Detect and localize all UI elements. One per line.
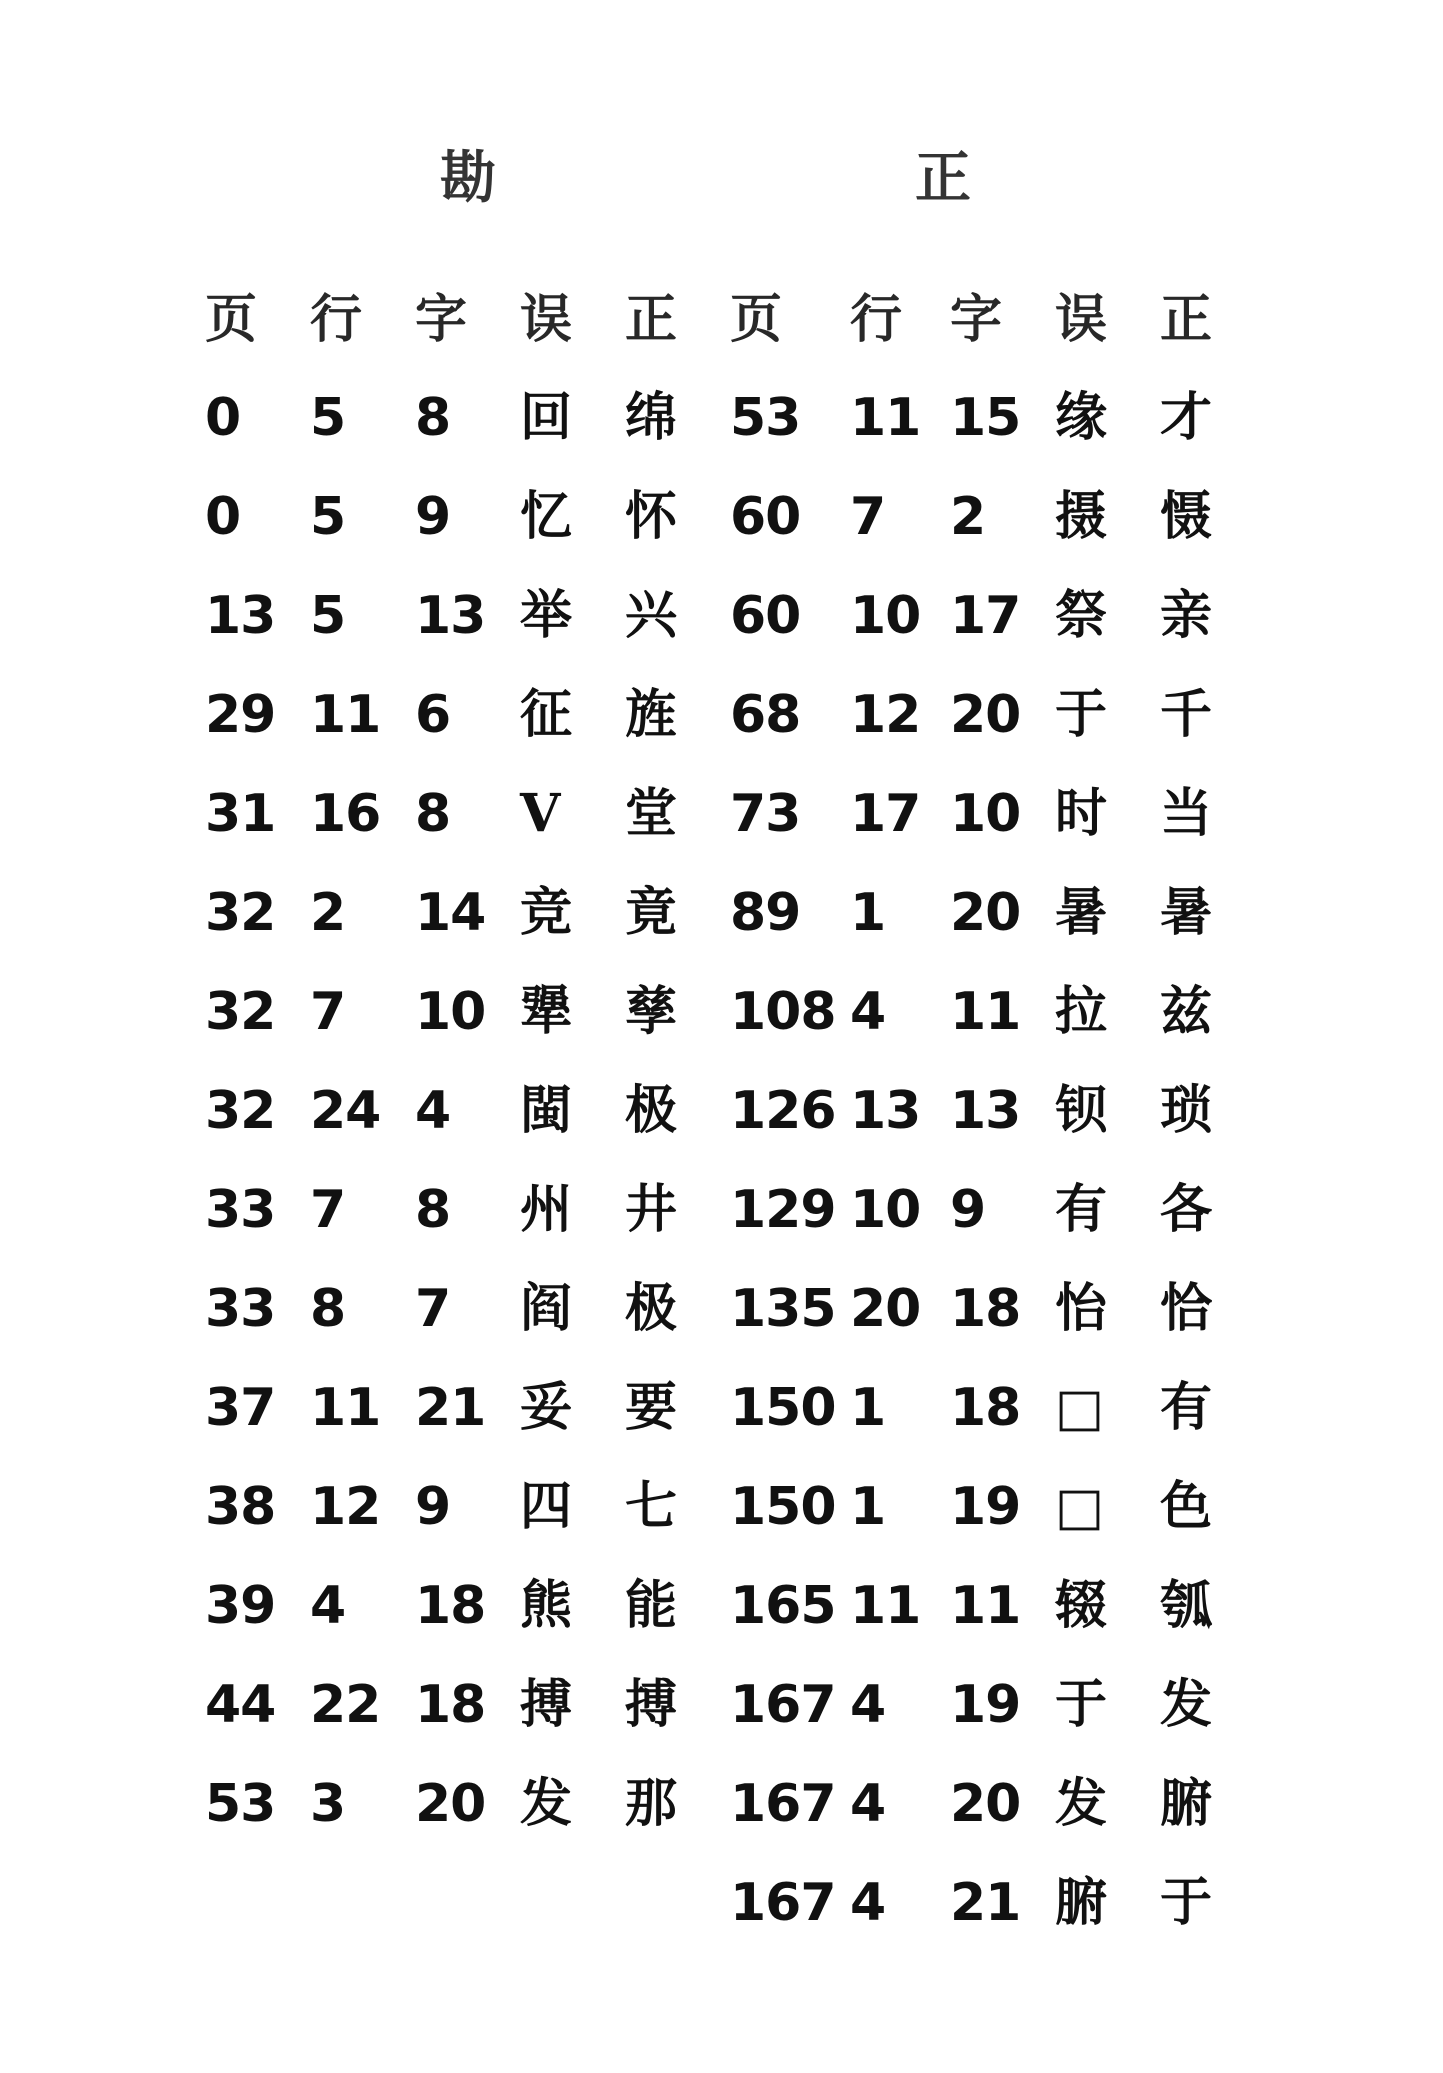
cell-page: 29: [205, 684, 276, 745]
cell-line: 1: [850, 1476, 886, 1537]
table-row: [205, 665, 730, 764]
table-row: [730, 1160, 1265, 1259]
table-row: [205, 1556, 730, 1655]
cell-correct: 堂: [625, 782, 678, 844]
cell-char: 13: [415, 585, 486, 646]
cell-correct: 暑: [1160, 881, 1213, 943]
cell-wrong: 回: [520, 386, 573, 448]
cell-correct: 瓠: [1160, 1574, 1213, 1636]
cell-correct: 才: [1160, 386, 1213, 448]
cell-correct: 极: [625, 1079, 678, 1141]
cell-page: 150: [730, 1476, 836, 1537]
cell-line: 1: [850, 882, 886, 943]
cell-line: 4: [850, 1773, 886, 1834]
cell-page: 135: [730, 1278, 836, 1339]
cell-correct: 兹: [1160, 980, 1213, 1042]
cell-correct: 千: [1160, 683, 1213, 745]
table-row: [205, 1061, 730, 1160]
cell-correct: 能: [625, 1574, 678, 1636]
cell-correct: 亲: [1160, 584, 1213, 646]
cell-line: 11: [310, 684, 381, 745]
cell-page: 150: [730, 1377, 836, 1438]
cell-correct: 于: [1160, 1871, 1213, 1933]
cell-char: 21: [950, 1872, 1021, 1933]
cell-page: 108: [730, 981, 836, 1042]
cell-char: 15: [950, 387, 1021, 448]
cell-correct: 兴: [625, 584, 678, 646]
table-row: [730, 1259, 1265, 1358]
cell-page: 32: [205, 882, 276, 943]
cell-line: 4: [850, 1872, 886, 1933]
table-row: [730, 1556, 1265, 1655]
cell-page: 13: [205, 585, 276, 646]
cell-line: 11: [850, 387, 921, 448]
table-row: [730, 665, 1265, 764]
table-row: [730, 1358, 1265, 1457]
cell-char: 8: [415, 387, 451, 448]
cell-line: 2: [310, 882, 346, 943]
cell-page: 129: [730, 1179, 836, 1240]
cell-line: 4: [850, 981, 886, 1042]
cell-line: 8: [310, 1278, 346, 1339]
cell-page: 167: [730, 1773, 836, 1834]
cell-char: 10: [950, 783, 1021, 844]
cell-wrong: 阎: [520, 1277, 573, 1339]
cell-line: 10: [850, 585, 921, 646]
cell-line: 4: [850, 1674, 886, 1735]
cell-page: 37: [205, 1377, 276, 1438]
cell-char: 18: [950, 1278, 1021, 1339]
header-char: 字: [415, 289, 468, 350]
table-row: [730, 1655, 1265, 1754]
table-row: [205, 368, 730, 467]
cell-page: 73: [730, 783, 801, 844]
cell-page: 0: [205, 387, 241, 448]
cell-line: 7: [850, 486, 886, 547]
cell-page: 167: [730, 1674, 836, 1735]
cell-correct: 那: [625, 1772, 678, 1834]
cell-line: 7: [310, 1179, 346, 1240]
header-page: 页: [730, 289, 783, 350]
cell-page: 126: [730, 1080, 836, 1141]
cell-page: 68: [730, 684, 801, 745]
cell-correct: 竟: [625, 881, 678, 943]
table-row: [205, 1457, 730, 1556]
page-title-left: 勘: [440, 145, 496, 211]
cell-char: 17: [950, 585, 1021, 646]
cell-char: 10: [415, 981, 486, 1042]
cell-correct: 琐: [1160, 1079, 1213, 1141]
cell-char: 8: [415, 783, 451, 844]
cell-wrong: 摄: [1055, 485, 1108, 547]
cell-char: 20: [950, 684, 1021, 745]
cell-char: 9: [415, 1476, 451, 1537]
table-row: [205, 962, 730, 1061]
cell-wrong: 搏: [520, 1673, 573, 1735]
cell-wrong: 竞: [520, 881, 573, 943]
cell-wrong: 拉: [1055, 980, 1108, 1042]
cell-char: 21: [415, 1377, 486, 1438]
table-row: [730, 1457, 1265, 1556]
cell-correct: 怀: [625, 485, 678, 547]
cell-wrong: 怡: [1055, 1277, 1108, 1339]
table-row: [730, 764, 1265, 863]
cell-correct: 色: [1160, 1475, 1213, 1537]
cell-page: 33: [205, 1278, 276, 1339]
cell-correct: 要: [625, 1376, 678, 1438]
cell-char: 14: [415, 882, 486, 943]
cell-line: 4: [310, 1575, 346, 1636]
header-line: 行: [310, 289, 363, 350]
cell-page: 60: [730, 585, 801, 646]
cell-wrong: □: [1055, 1475, 1105, 1537]
cell-wrong: 于: [1055, 1673, 1108, 1735]
cell-page: 33: [205, 1179, 276, 1240]
table-row: [205, 467, 730, 566]
cell-char: 7: [415, 1278, 451, 1339]
cell-correct: 井: [625, 1178, 678, 1240]
cell-correct: 极: [625, 1277, 678, 1339]
table-row: [205, 1160, 730, 1259]
cell-page: 0: [205, 486, 241, 547]
cell-line: 16: [310, 783, 381, 844]
cell-char: 11: [950, 981, 1021, 1042]
table-row: [205, 1655, 730, 1754]
cell-correct: 恰: [1160, 1277, 1213, 1339]
cell-line: 12: [310, 1476, 381, 1537]
cell-char: 2: [950, 486, 986, 547]
table-row: [730, 566, 1265, 665]
table-row: [205, 1358, 730, 1457]
cell-page: 32: [205, 1080, 276, 1141]
header-correct: 正: [1160, 289, 1213, 350]
page-title-right: 正: [915, 145, 971, 211]
cell-wrong: 钡: [1055, 1079, 1108, 1141]
cell-char: 20: [415, 1773, 486, 1834]
cell-correct: 孳: [625, 980, 678, 1042]
cell-char: 20: [950, 882, 1021, 943]
cell-wrong: 祭: [1055, 584, 1108, 646]
cell-line: 13: [850, 1080, 921, 1141]
header-line: 行: [850, 289, 903, 350]
cell-page: 165: [730, 1575, 836, 1636]
cell-page: 167: [730, 1872, 836, 1933]
table-row: [730, 1754, 1265, 1853]
cell-wrong: 腑: [1055, 1871, 1108, 1933]
cell-correct: 旌: [625, 683, 678, 745]
table-row: [730, 962, 1265, 1061]
cell-page: 60: [730, 486, 801, 547]
cell-char: 6: [415, 684, 451, 745]
table-row: [205, 1754, 730, 1853]
cell-wrong: 州: [520, 1178, 573, 1240]
cell-page: 32: [205, 981, 276, 1042]
cell-page: 89: [730, 882, 801, 943]
cell-char: 8: [415, 1179, 451, 1240]
cell-correct: 七: [625, 1475, 678, 1537]
table-header: [205, 272, 730, 368]
cell-correct: 腑: [1160, 1772, 1213, 1834]
cell-correct: 慑: [1160, 485, 1213, 547]
cell-line: 5: [310, 486, 346, 547]
cell-wrong: 熊: [520, 1574, 573, 1636]
header-page: 页: [205, 289, 258, 350]
cell-correct: 发: [1160, 1673, 1213, 1735]
cell-line: 5: [310, 387, 346, 448]
cell-line: 12: [850, 684, 921, 745]
cell-line: 24: [310, 1080, 381, 1141]
cell-line: 20: [850, 1278, 921, 1339]
cell-page: 38: [205, 1476, 276, 1537]
table-row: [205, 566, 730, 665]
cell-wrong: 有: [1055, 1178, 1108, 1240]
cell-wrong: 暑: [1055, 881, 1108, 943]
cell-wrong: 辍: [1055, 1574, 1108, 1636]
cell-line: 10: [850, 1179, 921, 1240]
cell-page: 53: [730, 387, 801, 448]
cell-correct: 各: [1160, 1178, 1213, 1240]
table-header: [730, 272, 1265, 368]
cell-char: 13: [950, 1080, 1021, 1141]
cell-page: 39: [205, 1575, 276, 1636]
header-correct: 正: [625, 289, 678, 350]
header-char: 字: [950, 289, 1003, 350]
table-row: [205, 863, 730, 962]
errata-table-right: [730, 272, 1265, 1952]
cell-page: 44: [205, 1674, 276, 1735]
cell-line: 11: [850, 1575, 921, 1636]
table-row: [205, 1259, 730, 1358]
cell-wrong: 发: [1055, 1772, 1108, 1834]
cell-page: 53: [205, 1773, 276, 1834]
cell-char: 9: [415, 486, 451, 547]
cell-char: 18: [950, 1377, 1021, 1438]
cell-wrong: 四: [520, 1475, 573, 1537]
cell-line: 22: [310, 1674, 381, 1735]
cell-wrong: 发: [520, 1772, 573, 1834]
cell-correct: 当: [1160, 782, 1213, 844]
cell-line: 5: [310, 585, 346, 646]
cell-wrong: 举: [520, 584, 573, 646]
cell-correct: 有: [1160, 1376, 1213, 1438]
cell-char: 19: [950, 1674, 1021, 1735]
header-wrong: 误: [1055, 289, 1108, 350]
cell-wrong: 犟: [520, 980, 573, 1042]
cell-wrong: □: [1055, 1376, 1105, 1438]
table-row: [730, 368, 1265, 467]
cell-wrong: 閩: [520, 1079, 573, 1141]
cell-line: 11: [310, 1377, 381, 1438]
cell-wrong: 忆: [520, 485, 573, 547]
cell-char: 11: [950, 1575, 1021, 1636]
cell-wrong: 于: [1055, 683, 1108, 745]
cell-wrong: V: [520, 782, 561, 844]
cell-line: 17: [850, 783, 921, 844]
cell-line: 1: [850, 1377, 886, 1438]
table-row: [730, 467, 1265, 566]
cell-char: 18: [415, 1674, 486, 1735]
cell-char: 20: [950, 1773, 1021, 1834]
table-row: [730, 1061, 1265, 1160]
cell-correct: 搏: [625, 1673, 678, 1735]
cell-char: 19: [950, 1476, 1021, 1537]
cell-wrong: 征: [520, 683, 573, 745]
table-row: [730, 1853, 1265, 1952]
header-wrong: 误: [520, 289, 573, 350]
cell-wrong: 时: [1055, 782, 1108, 844]
table-row: [730, 863, 1265, 962]
table-row: [205, 764, 730, 863]
cell-char: 9: [950, 1179, 986, 1240]
table-body: [730, 368, 1265, 1952]
table-body: [205, 368, 730, 1853]
errata-table-left: [205, 272, 730, 1853]
cell-wrong: 缘: [1055, 386, 1108, 448]
cell-line: 7: [310, 981, 346, 1042]
cell-page: 31: [205, 783, 276, 844]
cell-line: 3: [310, 1773, 346, 1834]
cell-char: 4: [415, 1080, 451, 1141]
cell-char: 18: [415, 1575, 486, 1636]
cell-correct: 绵: [625, 386, 678, 448]
cell-wrong: 妥: [520, 1376, 573, 1438]
